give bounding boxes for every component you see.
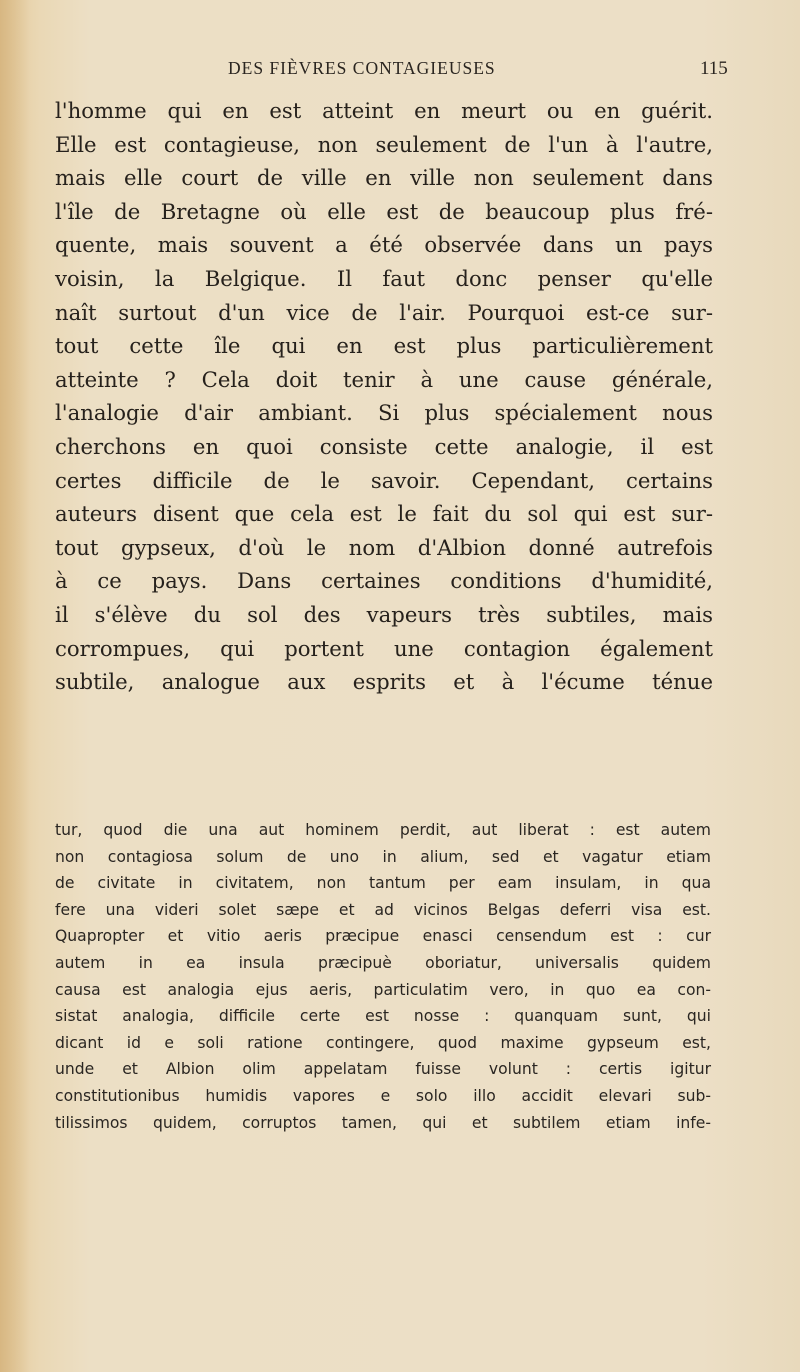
footnote-line: constitutionibus humidis vapores e solo illo accidit elevari sub-: [55, 1086, 711, 1105]
text-line: corrompues, qui portent une contagion également: [55, 635, 713, 661]
footnote-line: sistat analogia, difficile certe est nosse : quanquam sunt, qui: [55, 1007, 711, 1026]
text-line: l'homme qui en est atteint en meurt ou en guérit.: [55, 98, 713, 123]
text-line: auteurs disent que cela est le fait du sol qui est sur-: [55, 501, 713, 527]
text-line: certes difficile de le savoir. Cependant, certains: [55, 467, 713, 493]
footnote-line: autem in ea insula præcipuè oboriatur, universalis quidem: [55, 953, 711, 972]
footnote-line: non contagiosa solum de uno in alium, sed et vagatur etiam: [55, 847, 711, 866]
footnote-line: tilissimos quidem, corruptos tamen, qui et subtilem etiam infe-: [55, 1113, 711, 1132]
text-line: tout gypseux, d'où le nom d'Albion donné autrefois: [55, 534, 713, 560]
text-line: l'analogie d'air ambiant. Si plus spécialement nous: [55, 400, 713, 426]
text-line: l'île de Bretagne où elle est de beaucoup plus fré-: [55, 198, 713, 224]
text-line: quente, mais souvent a été observée dans un pays: [55, 232, 713, 258]
footnote-line: dicant id e soli ratione contingere, quod maxime gypseum est,: [55, 1033, 711, 1052]
page-edge-shading: [0, 0, 30, 1372]
footnote-line: unde et Albion olim appelatam fuisse volunt : certis igitur: [55, 1060, 711, 1079]
text-line: naît surtout d'un vice de l'air. Pourquoi est-ce sur-: [55, 299, 713, 325]
text-line: subtile, analogue aux esprits et à l'écume ténue: [55, 669, 713, 695]
text-line: il s'élève du sol des vapeurs très subtiles, mais: [55, 601, 713, 627]
running-head: [0, 48, 800, 82]
text-line: voisin, la Belgique. Il faut donc penser qu'elle: [55, 265, 713, 291]
text-line: Elle est contagieuse, non seulement de l'un à l'autre,: [55, 131, 713, 157]
running-title: DES FIÈVRES CONTAGIEUSES: [228, 58, 496, 78]
footnote-line: de civitate in civitatem, non tantum per eam insulam, in qua: [55, 874, 711, 893]
footnote-line: tur, quod die una aut hominem perdit, aut liberat : est autem: [55, 821, 711, 839]
text-line: à ce pays. Dans certaines conditions d'humidité,: [55, 568, 713, 594]
footnote-line: fere una videri solet sæpe et ad vicinos Belgas deferri visa est.: [55, 900, 711, 919]
text-line: tout cette île qui en est plus particulièrement: [55, 333, 713, 359]
text-line: mais elle court de ville en ville non seulement dans: [55, 165, 713, 191]
footnote-line: Quapropter et vitio aeris præcipue enasci censendum est : cur: [55, 927, 711, 946]
french-paragraph: [55, 94, 713, 699]
text-line: cherchons en quoi consiste cette analogie, il est: [55, 433, 713, 459]
footnote-line: causa est analogia ejus aeris, particulatim vero, in quo ea con-: [55, 980, 711, 999]
latin-footnote: [55, 817, 711, 1136]
text-line: atteinte ? Cela doit tenir à une cause générale,: [55, 366, 713, 392]
page-number: 115: [700, 58, 728, 79]
